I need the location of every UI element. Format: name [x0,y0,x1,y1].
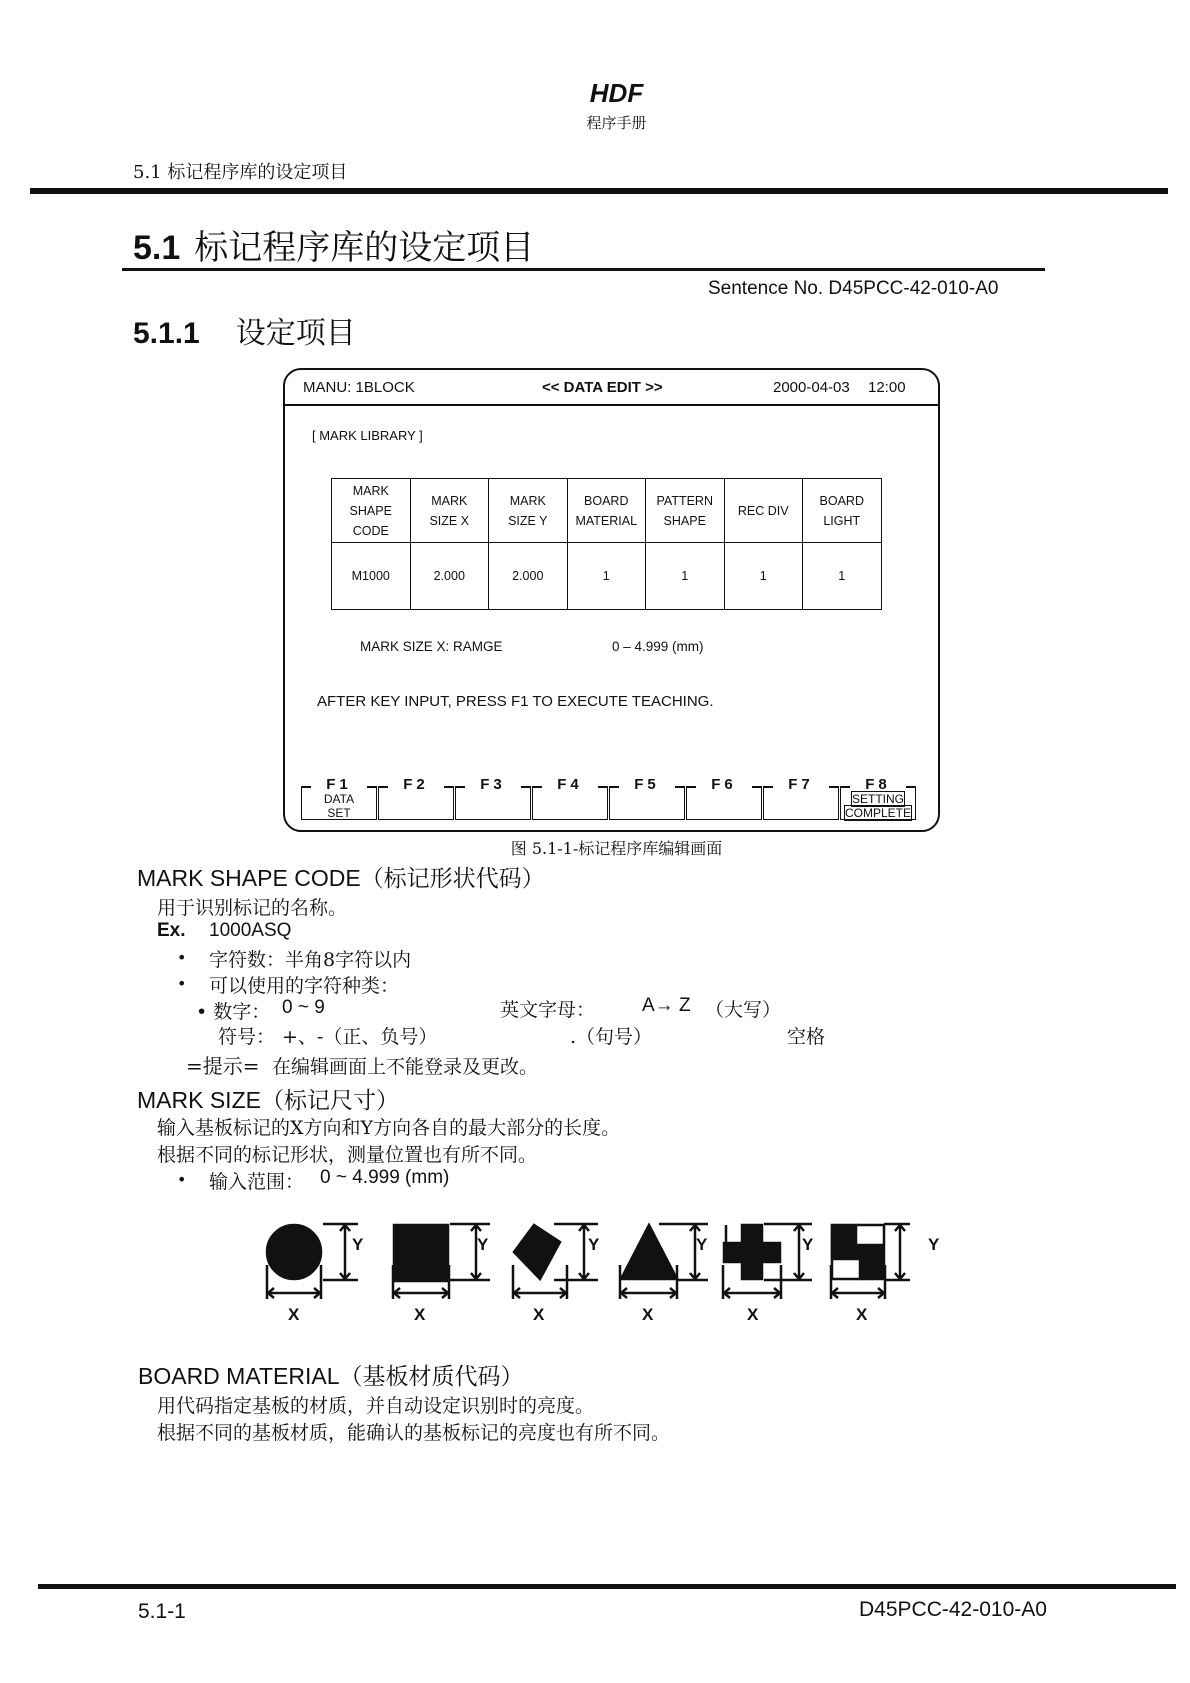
shape2-y-label: Y [477,1235,489,1254]
mark-shape-code-desc: 用于识别标记的名称。 [157,897,348,919]
section-title: 标记程序库的设定项目 [194,228,535,268]
subsection-number: 5.1.1 [133,317,200,350]
shape1-y-label: Y [352,1235,364,1254]
value-board-material[interactable]: 1 [567,543,646,610]
f5-key-label: F5 [634,776,660,793]
space-symbol: 空格 [787,1026,826,1048]
input-range-label: 输入范围： [209,1171,305,1193]
letters-note: （大写） [705,999,782,1021]
f3-key-label: F3 [480,776,506,793]
subsection-heading [133,308,356,352]
value-rec-div[interactable]: 1 [724,543,803,610]
shape6-y-label: Y [928,1235,940,1254]
board-material-heading: BOARD MATERIAL（基板材质代码） [138,1363,524,1390]
f8-key[interactable] [840,776,916,820]
char-count-rule: 字符数：半角8字符以内 [209,949,412,971]
col-board-light: BOARD LIGHT [803,479,882,543]
digits-label: • 数字： [196,1001,271,1023]
col-board-material: BOARD MATERIAL [567,479,646,543]
f1-key[interactable] [301,776,377,820]
screen-date: 2000-04-03 [773,379,850,396]
hint-text: 在编辑画面上不能登录及更改。 [272,1056,539,1078]
shape4-x-label: X [642,1305,654,1324]
f3-key[interactable] [455,776,531,820]
screen-time: 12:00 [868,379,906,396]
col-rec-div: REC DIV [724,479,803,543]
mark-library-label: [ MARK LIBRARY ] [312,428,423,443]
screen-header [285,370,938,406]
range-value: 0 – 4.999 (mm) [612,639,704,654]
allowed-chars-intro: 可以使用的字符种类： [209,975,400,997]
value-board-light[interactable]: 1 [803,543,882,610]
f2-key[interactable] [378,776,454,820]
diamond-mark-icon [513,1224,598,1299]
shape3-x-label: X [533,1305,545,1324]
board-material-desc-1: 用代码指定基板的材质，并自动设定识别时的亮度。 [157,1395,595,1417]
instruction-text: AFTER KEY INPUT, PRESS F1 TO EXECUTE TEACHING. [317,693,714,710]
circle-mark-icon [267,1224,358,1299]
f4-key-label: F4 [557,776,583,793]
f1-key-label: F1 [326,776,352,793]
board-material-desc-2: 根据不同的基板材质，能确认的基板标记的亮度也有所不同。 [157,1422,671,1444]
footer-rule [38,1584,1176,1589]
document-number: D45PCC-42-010-A0 [859,1598,1047,1621]
f7-key-label: F7 [788,776,814,793]
triangle-mark-icon [620,1224,708,1299]
mark-library-table [331,478,882,610]
section-rule [122,268,1045,271]
screen-title: << DATA EDIT >> [542,379,663,396]
col-mark-shape-code: MARK SHAPE CODE [332,479,411,543]
bullet-dot: • [177,948,187,967]
manual-subtitle: 程序手册 [586,114,647,132]
mode-label: MANU: 1BLOCK [303,379,415,396]
page-number: 5.1-1 [138,1600,186,1623]
col-pattern-shape: PATTERN SHAPE [646,479,725,543]
bullet-dot: • [177,974,187,993]
shape5-x-label: X [747,1305,759,1324]
hint-label: =提示= [186,1054,260,1078]
value-mark-size-y[interactable]: 2.000 [489,543,568,610]
shape1-x-label: X [288,1305,300,1324]
f8-key-label: F8 [865,776,891,793]
running-title: 5.1 标记程序库的设定项目 [133,162,348,183]
table-header-row [332,479,882,543]
mark-size-desc-1: 输入基板标记的X方向和Y方向各自的最大部分的长度。 [157,1117,621,1139]
input-range-value: 0 ~ 4.999 (mm) [320,1167,450,1188]
square-mark-icon [393,1224,490,1299]
f7-key[interactable] [763,776,839,820]
bullet-dot: • [177,1170,187,1189]
shape3-y-label: Y [588,1235,600,1254]
section-heading [133,220,534,269]
col-mark-size-x: MARK SIZE X [410,479,489,543]
digits-value: 0 ~ 9 [282,997,325,1018]
f6-key-label: F6 [711,776,737,793]
f8-key-caption: SETTING COMPLETE [844,792,911,820]
range-label: MARK SIZE X: RAMGE [360,639,503,654]
f2-key-label: F2 [403,776,429,793]
example-value: 1000ASQ [209,920,292,941]
brand-logo: HDF [589,78,644,108]
section-number: 5.1 [133,229,181,267]
header-rule [30,188,1168,194]
subsection-title: 设定项目 [235,316,356,351]
function-key-bar [301,776,921,824]
symbols-label: 符号： [218,1026,276,1048]
step-mark-icon [831,1224,910,1299]
value-pattern-shape[interactable]: 1 [646,543,725,610]
shape6-x-label: X [856,1305,868,1324]
mark-shape-code-heading: MARK SHAPE CODE（标记形状代码） [137,865,545,892]
letters-value: A→ Z [642,995,691,1016]
sentence-number: Sentence No. D45PCC-42-010-A0 [708,278,999,299]
col-mark-size-y: MARK SIZE Y [489,479,568,543]
shape2-x-label: X [414,1305,426,1324]
cross-mark-icon [723,1224,812,1299]
value-mark-size-x[interactable]: 2.000 [410,543,489,610]
value-mark-shape-code[interactable]: M1000 [332,543,411,610]
shape4-y-label: Y [696,1235,708,1254]
example-label: Ex. [157,920,186,941]
period-symbol: .（句号） [570,1026,653,1048]
figure-caption: 图 5.1-1-标记程序库编辑画面 [510,839,723,858]
f1-key-caption: DATA SET [323,792,355,820]
mark-shapes-diagram [264,1217,954,1329]
f5-key[interactable] [609,776,685,820]
f6-key[interactable] [686,776,762,820]
mark-size-heading: MARK SIZE（标记尺寸） [137,1087,399,1114]
mark-size-desc-2: 根据不同的标记形状，测量位置也有所不同。 [157,1144,538,1166]
table-value-row [332,543,882,610]
shape5-y-label: Y [802,1235,814,1254]
letters-label: 英文字母： [500,999,596,1021]
f4-key[interactable] [532,776,608,820]
data-edit-screen [283,368,940,832]
symbols-value: +、-（正、负号） [282,1026,438,1048]
